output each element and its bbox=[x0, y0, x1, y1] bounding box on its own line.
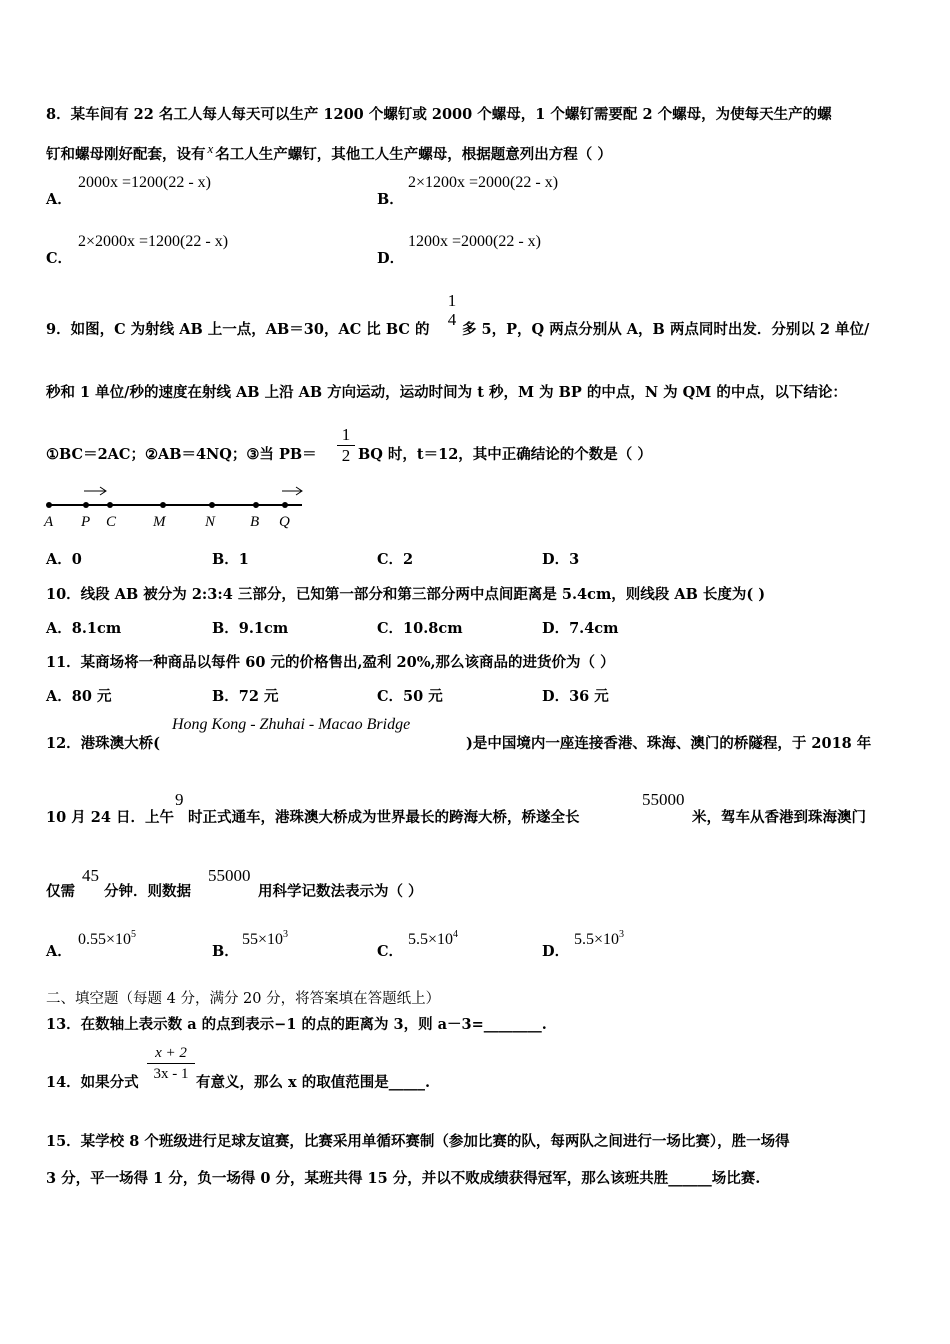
label-q: Q bbox=[279, 514, 290, 530]
q12-length: 55000 bbox=[642, 790, 685, 809]
q8-option-b-label: B． bbox=[377, 191, 404, 208]
point-a bbox=[46, 502, 52, 508]
q9-option-a: A．0 bbox=[46, 551, 82, 568]
label-b: B bbox=[250, 514, 260, 530]
label-m: M bbox=[153, 514, 166, 530]
arrow-p-icon bbox=[84, 487, 106, 495]
point-m bbox=[160, 502, 166, 508]
q8-option-c-label: C． bbox=[46, 250, 73, 267]
q8-option-d-label: D． bbox=[377, 250, 405, 267]
q12-option-c-formula: $5.5\times 10^4$ bbox=[408, 929, 459, 948]
q9-frac2-den: 2 bbox=[341, 446, 351, 465]
q11-option-a: A．80 元 bbox=[46, 688, 112, 705]
point-q bbox=[282, 502, 288, 508]
q9-line2: 秒和 1 单位/秒的速度在射线 AB 上沿 AB 方向运动，运动时间为 t 秒，M 为 BP 的中点，N 为 QM 的中点，以下结论： bbox=[46, 384, 847, 401]
q9-fraction-half bbox=[337, 426, 355, 465]
q12-option-b-formula: $55\times 10^3$ bbox=[242, 929, 289, 948]
q9-frac1-num: 1 bbox=[447, 291, 457, 310]
point-n bbox=[209, 502, 215, 508]
q11-option-b: B．72 元 bbox=[212, 688, 279, 705]
q12-line2-b: 时正式通车，港珠澳大桥成为世界最长的跨海大桥，桥遂全长 bbox=[188, 809, 580, 826]
q14-frac-den: 3x - 1 bbox=[153, 1066, 189, 1082]
q9-option-d: D．3 bbox=[542, 551, 580, 568]
q12-line1-b: )是中国境内一座连接香港、珠海、澳门的桥隧程，于 2018 年 bbox=[466, 735, 872, 752]
q8-option-b-formula: 2×1200x =2000(22 - x) bbox=[408, 174, 559, 191]
q8-line2-b: 名工人生产螺钉，其他工人生产螺母，根据题意列出方程（ ） bbox=[215, 146, 612, 163]
q12-line3-b: 分钟．则数据 bbox=[104, 883, 191, 900]
q12-option-d-label: D． bbox=[542, 943, 570, 960]
label-n: N bbox=[205, 514, 216, 530]
q9-option-b: B．1 bbox=[212, 551, 249, 568]
q8-option-c-formula: 2×2000x =1200(22 - x) bbox=[78, 233, 229, 250]
q10-text: 10．线段 AB 被分为 2:3:4 三部分，已知第一部分和第三部分两中点间距离是 5.4cm，则线段 AB 长度为( ) bbox=[46, 586, 766, 603]
q9-frac1-den: 4 bbox=[447, 310, 457, 329]
section2-title: 二、填空题（每题 4 分，满分 20 分，将答案填在答题纸上） bbox=[46, 991, 441, 1007]
q9-line1-b: 多 5，P，Q 两点分别从 A，B 两点同时出发．分别以 2 单位/ bbox=[462, 321, 870, 338]
q11-option-c: C．50 元 bbox=[377, 688, 443, 705]
point-p bbox=[83, 502, 89, 508]
q8-option-d-formula: 1200x =2000(22 - x) bbox=[408, 233, 542, 250]
q12-line1-a: 12．港珠澳大桥( bbox=[46, 735, 161, 752]
q12-line2-a: 10 月 24 日．上午 bbox=[46, 809, 175, 826]
q8-var-x: x bbox=[207, 141, 214, 156]
q14-frac-num: x + 2 bbox=[155, 1045, 187, 1061]
q12-option-a-formula: $0.55\times 10^5$ bbox=[78, 929, 137, 948]
q12-option-d-formula: $5.5\times 10^3$ bbox=[574, 929, 625, 948]
q12-option-c-label: C． bbox=[377, 943, 404, 960]
q14-text-b: 有意义，那么 x 的取值范围是_____. bbox=[196, 1074, 431, 1091]
q12-line3-c: 用科学记数法表示为（ ） bbox=[258, 883, 423, 900]
q12-line2-c: 米，驾车从香港到珠海澳门 bbox=[692, 809, 866, 826]
q10-option-b: B．9.1cm bbox=[212, 620, 289, 637]
q9-ray-diagram bbox=[40, 480, 310, 532]
q12-option-b-label: B． bbox=[212, 943, 239, 960]
q9-line3-a: ①BC＝2AC；②AB＝4NQ；③当 PB＝ bbox=[46, 446, 317, 463]
q8-line1: 8．某车间有 22 名工人每人每天可以生产 1200 个螺钉或 2000 个螺母，1 个螺钉需要配 2 个螺母，为使每天生产的螺 bbox=[46, 106, 832, 123]
q15-line1: 15．某学校 8 个班级进行足球友谊赛，比赛采用单循环赛制（参加比赛的队，每两队之间进行一场比赛），胜一场得 bbox=[46, 1133, 790, 1150]
label-a: A bbox=[44, 514, 54, 530]
q12-bridge-name: Hong Kong - Zhuhai - Macao Bridge bbox=[172, 716, 411, 733]
label-p: P bbox=[81, 514, 91, 530]
q9-frac2-num: 1 bbox=[341, 425, 351, 444]
q8-line2 bbox=[46, 141, 612, 164]
q10-option-a: A．8.1cm bbox=[46, 620, 122, 637]
q8-option-a-formula: 2000x =1200(22 - x) bbox=[78, 174, 212, 191]
q10-option-d: D．7.4cm bbox=[542, 620, 619, 637]
q9-line3-b: BQ 时，t＝12，其中正确结论的个数是（ ） bbox=[358, 446, 652, 463]
q9-option-c: C．2 bbox=[377, 551, 414, 568]
q14-text-a: 14．如果分式 bbox=[46, 1074, 139, 1091]
point-b bbox=[253, 502, 259, 508]
q9-fraction-quarter bbox=[444, 292, 460, 329]
arrow-q-icon bbox=[282, 487, 302, 495]
q8-line2-a: 钉和螺母刚好配套，设有 bbox=[46, 146, 206, 163]
q13-text: 13．在数轴上表示数 a 的点到表示−1 的点的距离为 3，则 a－3=________. bbox=[46, 1016, 547, 1033]
point-c bbox=[107, 502, 113, 508]
q12-minutes: 45 bbox=[82, 866, 99, 885]
q9-line1-a: 9．如图，C 为射线 AB 上一点，AB＝30，AC 比 BC 的 bbox=[46, 321, 430, 338]
q8-option-a-label: A． bbox=[46, 191, 72, 208]
q12-data-value: 55000 bbox=[208, 866, 251, 885]
q11-option-d: D．36 元 bbox=[542, 688, 609, 705]
q12-option-a-label: A． bbox=[46, 943, 72, 960]
label-c: C bbox=[106, 514, 117, 530]
q12-hour: 9 bbox=[175, 790, 184, 809]
q11-text: 11．某商场将一种商品以每件 60 元的价格售出,盈利 20%,那么该商品的进货价为（ ） bbox=[46, 654, 615, 671]
q10-option-c: C．10.8cm bbox=[377, 620, 463, 637]
q12-line3-a: 仅需 bbox=[46, 883, 75, 900]
q14-fraction bbox=[147, 1044, 195, 1083]
q15-line2: 3 分，平一场得 1 分，负一场得 0 分，某班共得 15 分，并以不败成绩获得冠军，那么该班共胜______场比赛. bbox=[46, 1170, 761, 1187]
